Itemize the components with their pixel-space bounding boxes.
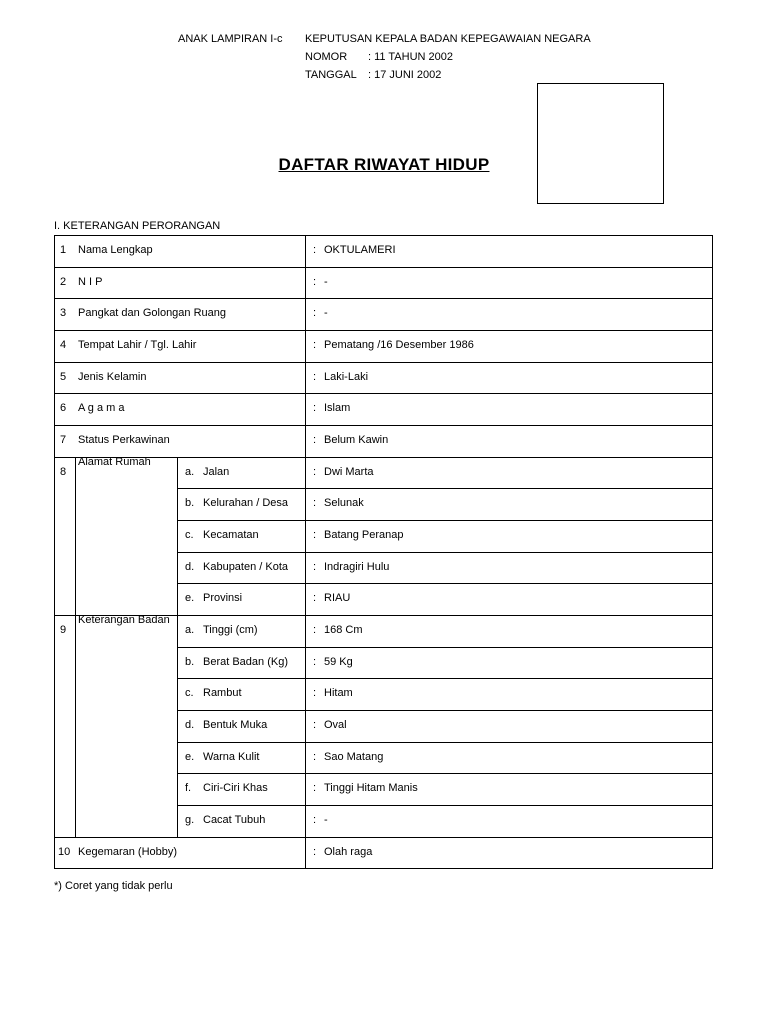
row-value: Batang Peranap xyxy=(324,529,404,542)
row-label: Nama Lengkap xyxy=(78,244,153,256)
table-row-rule xyxy=(177,773,713,774)
table-row-rule xyxy=(54,235,713,236)
sub-label: Provinsi xyxy=(203,592,243,605)
row-value: Oval xyxy=(324,719,347,732)
sub-letter: b. xyxy=(185,497,195,510)
sub-label: Ciri-Ciri Khas xyxy=(203,782,268,795)
table-row-rule xyxy=(54,837,713,838)
table-row-rule xyxy=(177,647,713,648)
table-row-rule xyxy=(54,425,713,426)
row-value: - xyxy=(324,307,328,320)
row-value: Dwi Marta xyxy=(324,465,374,478)
row-colon: : xyxy=(313,814,317,827)
row-colon: : xyxy=(313,465,317,478)
sub-letter: d. xyxy=(185,719,195,732)
row-colon: : xyxy=(313,307,317,320)
table-row-rule xyxy=(177,488,713,489)
sub-letter: f. xyxy=(185,782,192,795)
row-value: Indragiri Hulu xyxy=(324,560,390,573)
row-colon: : xyxy=(313,624,317,637)
decree-title: KEPUTUSAN KEPALA BADAN KEPEGAWAIAN NEGARA xyxy=(305,33,591,45)
row-label: Kegemaran (Hobby) xyxy=(78,845,178,858)
row-colon: : xyxy=(313,750,317,763)
table-row-rule xyxy=(54,362,713,363)
sub-letter: a. xyxy=(185,465,195,478)
sub-label: Warna Kulit xyxy=(203,750,260,763)
row-value: - xyxy=(324,275,328,288)
sub-label: Rambut xyxy=(203,687,242,700)
sub-label: Jalan xyxy=(203,465,230,478)
number-value: : 11 TAHUN 2002 xyxy=(368,51,453,63)
row-value: Tinggi Hitam Manis xyxy=(324,782,418,795)
table-row-rule xyxy=(177,552,713,553)
table-row-rule xyxy=(177,583,713,584)
table-row-rule xyxy=(54,298,713,299)
date-label: TANGGAL xyxy=(305,69,357,81)
row-number: 1 xyxy=(60,244,67,256)
row-colon: : xyxy=(313,434,317,447)
row-label: N I P xyxy=(78,275,103,288)
table-row-rule xyxy=(177,520,713,521)
row-colon: : xyxy=(313,244,317,256)
row-number: 10 xyxy=(58,845,71,858)
row-colon: : xyxy=(313,529,317,542)
table-row-rule xyxy=(54,330,713,331)
sub-label: Tinggi (cm) xyxy=(203,624,258,637)
footnote: *) Coret yang tidak perlu xyxy=(54,880,173,892)
section-heading: I. KETERANGAN PERORANGAN xyxy=(54,220,221,232)
table-row-rule xyxy=(54,868,713,869)
table-row-rule xyxy=(177,678,713,679)
row-label: Pangkat dan Golongan Ruang xyxy=(78,307,227,320)
sub-label: Berat Badan (Kg) xyxy=(203,655,288,668)
sub-label: Kabupaten / Kota xyxy=(203,560,289,573)
sub-letter: b. xyxy=(185,655,195,668)
table-row-rule xyxy=(177,710,713,711)
row-value: - xyxy=(324,814,328,827)
sub-letter: e. xyxy=(185,592,195,605)
row-label: Alamat Rumah xyxy=(78,455,151,468)
row-label: Jenis Kelamin xyxy=(78,370,147,383)
table-row-rule xyxy=(54,267,713,268)
row-colon: : xyxy=(313,782,317,795)
sub-label: Kelurahan / Desa xyxy=(203,497,288,510)
row-value: Hitam xyxy=(324,687,353,700)
row-value: Pematang /16 Desember 1986 xyxy=(324,339,474,351)
row-colon: : xyxy=(313,339,317,351)
sub-letter: d. xyxy=(185,560,195,573)
table-row-rule xyxy=(177,805,713,806)
row-value: Olah raga xyxy=(324,845,373,858)
sub-letter: c. xyxy=(185,687,194,700)
row-value: Islam xyxy=(324,402,351,415)
row-number: 8 xyxy=(60,465,67,478)
row-number: 5 xyxy=(60,370,67,383)
photo-placeholder xyxy=(537,83,664,204)
document-title: DAFTAR RIWAYAT HIDUP xyxy=(278,155,490,174)
row-label: Keterangan Badan xyxy=(78,614,170,627)
table-row-rule xyxy=(54,393,713,394)
sub-label: Cacat Tubuh xyxy=(203,814,266,827)
table-row-rule xyxy=(54,457,713,458)
row-label: A g a m a xyxy=(78,402,125,415)
row-colon: : xyxy=(313,687,317,700)
row-colon: : xyxy=(313,370,317,383)
row-label: Status Perkawinan xyxy=(78,434,170,447)
row-number: 2 xyxy=(60,275,67,288)
table-row-rule xyxy=(177,742,713,743)
number-label: NOMOR xyxy=(305,51,348,63)
row-number: 7 xyxy=(60,434,67,447)
row-colon: : xyxy=(313,402,317,415)
attachment-label: ANAK LAMPIRAN I-c xyxy=(178,33,283,45)
row-colon: : xyxy=(313,592,317,605)
row-value: 168 Cm xyxy=(324,624,363,637)
row-colon: : xyxy=(313,560,317,573)
row-number: 3 xyxy=(60,307,67,320)
sub-letter: c. xyxy=(185,529,194,542)
row-colon: : xyxy=(313,497,317,510)
row-colon: : xyxy=(313,275,317,288)
row-number: 9 xyxy=(60,624,67,637)
row-label: Tempat Lahir / Tgl. Lahir xyxy=(78,339,197,351)
row-value: OKTULAMERI xyxy=(324,244,396,256)
sub-label: Bentuk Muka xyxy=(203,719,268,732)
row-value: 59 Kg xyxy=(324,655,353,668)
sub-letter: a. xyxy=(185,624,195,637)
row-colon: : xyxy=(313,719,317,732)
row-number: 4 xyxy=(60,339,67,351)
row-colon: : xyxy=(313,845,317,858)
row-number: 6 xyxy=(60,402,67,415)
row-value: Selunak xyxy=(324,497,364,510)
row-value: Belum Kawin xyxy=(324,434,389,447)
row-value: RIAU xyxy=(324,592,351,605)
label-column-rule xyxy=(75,457,76,837)
row-colon: : xyxy=(313,655,317,668)
sub-label: Kecamatan xyxy=(203,529,259,542)
sub-letter: e. xyxy=(185,750,195,763)
sub-letter: g. xyxy=(185,814,195,827)
row-value: Laki-Laki xyxy=(324,370,369,383)
row-value: Sao Matang xyxy=(324,750,384,763)
date-value: : 17 JUNI 2002 xyxy=(368,69,442,81)
